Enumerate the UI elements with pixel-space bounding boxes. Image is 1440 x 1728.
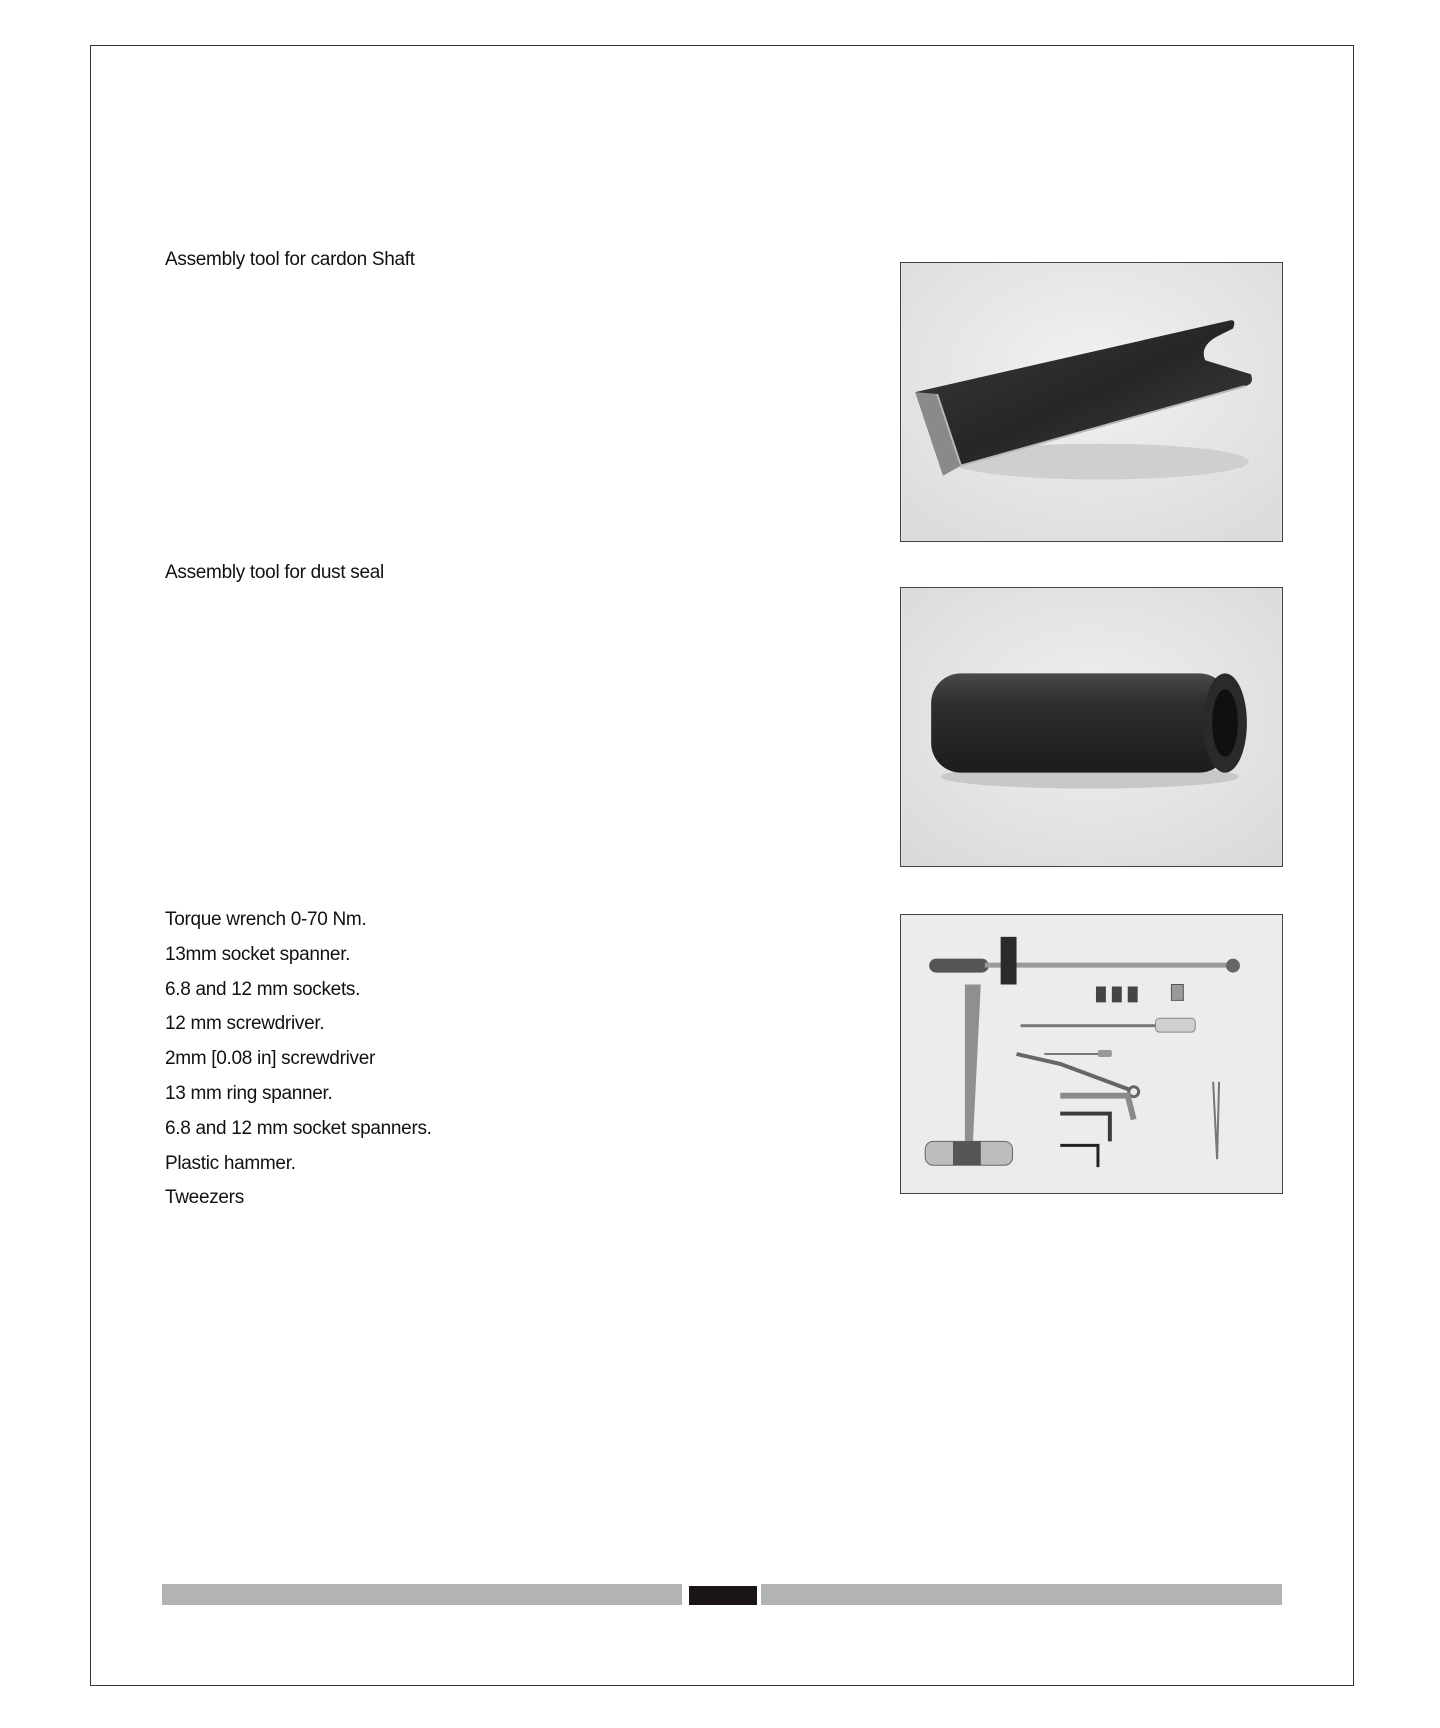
tool-list-item: Plastic hammer.: [165, 1152, 296, 1174]
cardon-shaft-tool-image: [900, 262, 1283, 542]
tool-list-item: Torque wrench 0-70 Nm.: [165, 909, 367, 930]
cylindrical-sleeve-icon: [901, 588, 1282, 866]
flat-slotted-bar-icon: [901, 263, 1282, 541]
tool-list-item: 12 mm screwdriver.: [165, 1013, 325, 1035]
tool-list-item: 6.8 and 12 mm sockets.: [165, 978, 361, 1000]
caption-dust-seal-tool: Assembly tool for dust seal: [165, 562, 384, 583]
tool-set-image: [900, 914, 1283, 1194]
dust-seal-tool-image: [900, 587, 1283, 867]
tool-list-item: 13mm socket spanner.: [165, 943, 351, 965]
tool-list-item: 6.8 and 12 mm socket spanners.: [165, 1117, 432, 1139]
footer-page-block: [689, 1586, 757, 1605]
tool-list-item: Tweezers: [165, 1187, 244, 1209]
footer-bar-left: [162, 1584, 682, 1605]
footer-bar-right: [761, 1584, 1282, 1605]
tool-list-item: 13 mm ring spanner.: [165, 1082, 333, 1104]
tool-list: [165, 909, 432, 1222]
tool-list-item: 2mm [0.08 in] screwdriver: [165, 1048, 376, 1070]
tool-set-icon: [901, 915, 1282, 1193]
caption-cardon-shaft-tool: Assembly tool for cardon Shaft: [165, 249, 415, 270]
